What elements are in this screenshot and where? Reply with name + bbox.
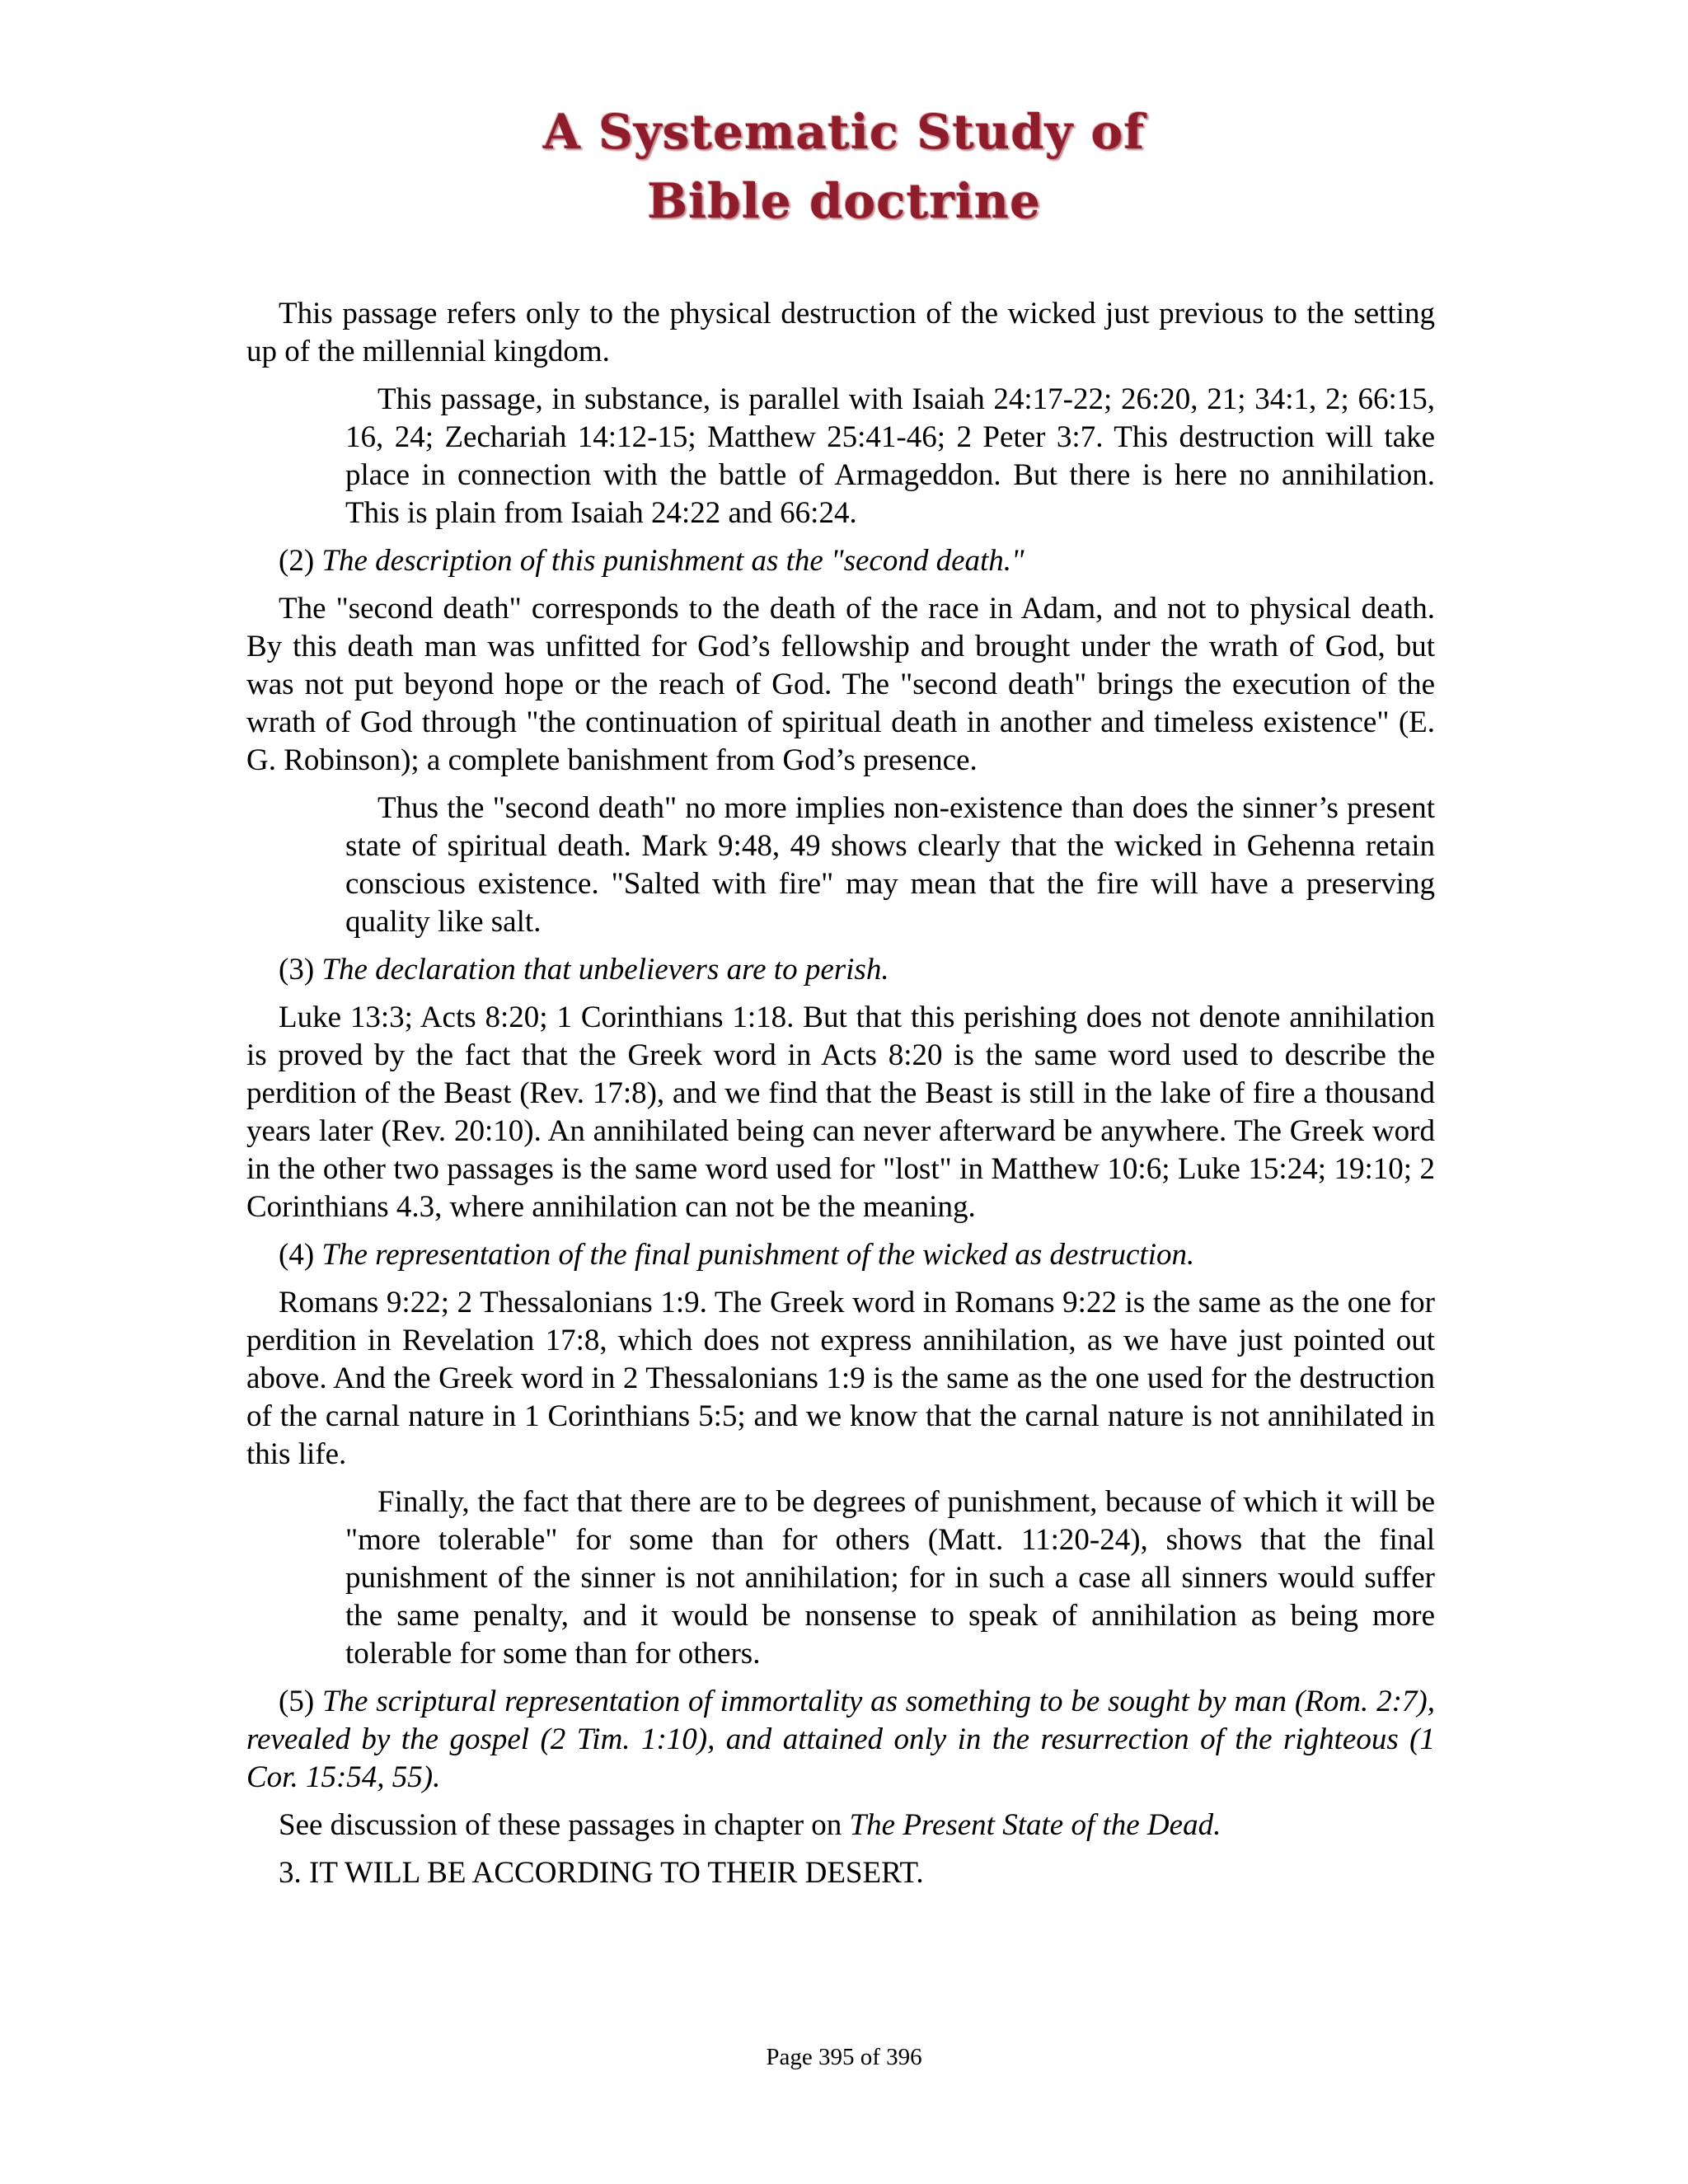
paragraph-physical-destruction: This passage refers only to the physical destruction of the wicked just previous to the setting up of the millennial kingdom. bbox=[246, 297, 1435, 368]
heading-text: The declaration that unbelievers are to perish. bbox=[321, 953, 889, 987]
chapter-title-reference: The Present State of the Dead. bbox=[849, 1808, 1221, 1842]
heading-number: (4) bbox=[279, 1238, 322, 1272]
logo-line-1: A Systematic Study of bbox=[542, 104, 1146, 160]
heading-destruction bbox=[246, 1236, 1435, 1274]
section-heading-desert: 3. IT WILL BE ACCORDING TO THEIR DESERT. bbox=[279, 1856, 924, 1890]
paragraph-see-discussion bbox=[246, 1807, 1435, 1844]
paragraph-second-death: The "second death" corresponds to the death of the race in Adam, and not to physical death. By this death man was unfitted for God’s fellowship and brought under the wrath of God, but was not put beyond hope or the reach of God. The "second death" brings the execution of the wrath of God through "the continuation of spiritual death in another and timeless existence" (E. G. Robinson); a complete banishment from God’s presence. bbox=[246, 592, 1435, 777]
book-title-logo bbox=[0, 97, 1688, 236]
heading-number: (5) bbox=[279, 1685, 322, 1718]
heading-number: (3) bbox=[279, 953, 322, 987]
quote-degrees-of-punishment: Finally, the fact that there are to be degrees of punishment, because of which it will be "more tolerable" for some than for others (Matt. 11:20-24), shows that the final punishment of the sinner is not annihilation; for in such a case all sinners would suffer the same penalty, and it would be nonsense to speak of annihilation as being more tolerable for some than for others. bbox=[345, 1485, 1435, 1671]
heading-number: (2) bbox=[279, 544, 322, 578]
paragraph-destruction: Romans 9:22; 2 Thessalonians 1:9. The Greek word in Romans 9:22 is the same as the one for perdition in Revelation 17:8, which does not express annihilation, as we have just pointed out above. And the Greek word in 2 Thessalonians 1:9 is the same as the one used for the destruction of the carnal nature in 1 Corinthians 5:5; and we know that the carnal nature is not annihilated in this life. bbox=[246, 1286, 1435, 1471]
heading-perish bbox=[246, 951, 1435, 989]
quote-non-existence: Thus the "second death" no more implies non-existence than does the sinner’s present state of spiritual death. Mark 9:48, 49 shows clearly that the wicked in Gehenna retain conscious existence. "Salted with fire" may mean that the fire will have a preserving quality like salt. bbox=[345, 791, 1435, 939]
logo-line-2: Bible doctrine bbox=[647, 173, 1041, 229]
paragraph-perish: Luke 13:3; Acts 8:20; 1 Corinthians 1:18. But that this perishing does not denote annihilation is proved by the fact that the Greek word in Acts 8:20 is the same word used to describe the perdition of the Beast (Rev. 17:8), and we find that the Beast is still in the lake of fire a thousand years later (Rev. 20:10). An annihilated being can never afterward be anywhere. The Greek word in the other two passages is the same word used for "lost" in Matthew 10:6; Luke 15:24; 19:10; 2 Corinthians 4.3, where annihilation can not be the meaning. bbox=[246, 1001, 1435, 1224]
heading-immortality bbox=[246, 1683, 1435, 1797]
heading-text: The description of this punishment as the "second death." bbox=[321, 544, 1025, 578]
heading-text: The representation of the final punishment of the wicked as destruction. bbox=[321, 1238, 1195, 1272]
quote-parallel-passages: This passage, in substance, is parallel with Isaiah 24:17-22; 26:20, 21; 34:1, 2; 66:15, 16, 24; Zechariah 14:12-15; Matthew 25:41-46; 2 Peter 3:7. This destruction will take place in connection with the battle of Armageddon. But there is here no annihilation. This is plain from Isaiah 24:22 and 66:24. bbox=[345, 382, 1435, 530]
see-discussion-text: See discussion of these passages in chapter on bbox=[279, 1808, 850, 1842]
heading-text: The scriptural representation of immortality as something to be sought by man (Rom. 2:7), revealed by the gospel (2 Tim. 1:10), and attained only in the resurrection of the righteous (1 Cor. 15:54, 55). bbox=[246, 1685, 1436, 1794]
page-content bbox=[246, 295, 1435, 1902]
heading-second-death bbox=[246, 542, 1435, 580]
page-number: Page 395 of 396 bbox=[766, 2044, 922, 2070]
